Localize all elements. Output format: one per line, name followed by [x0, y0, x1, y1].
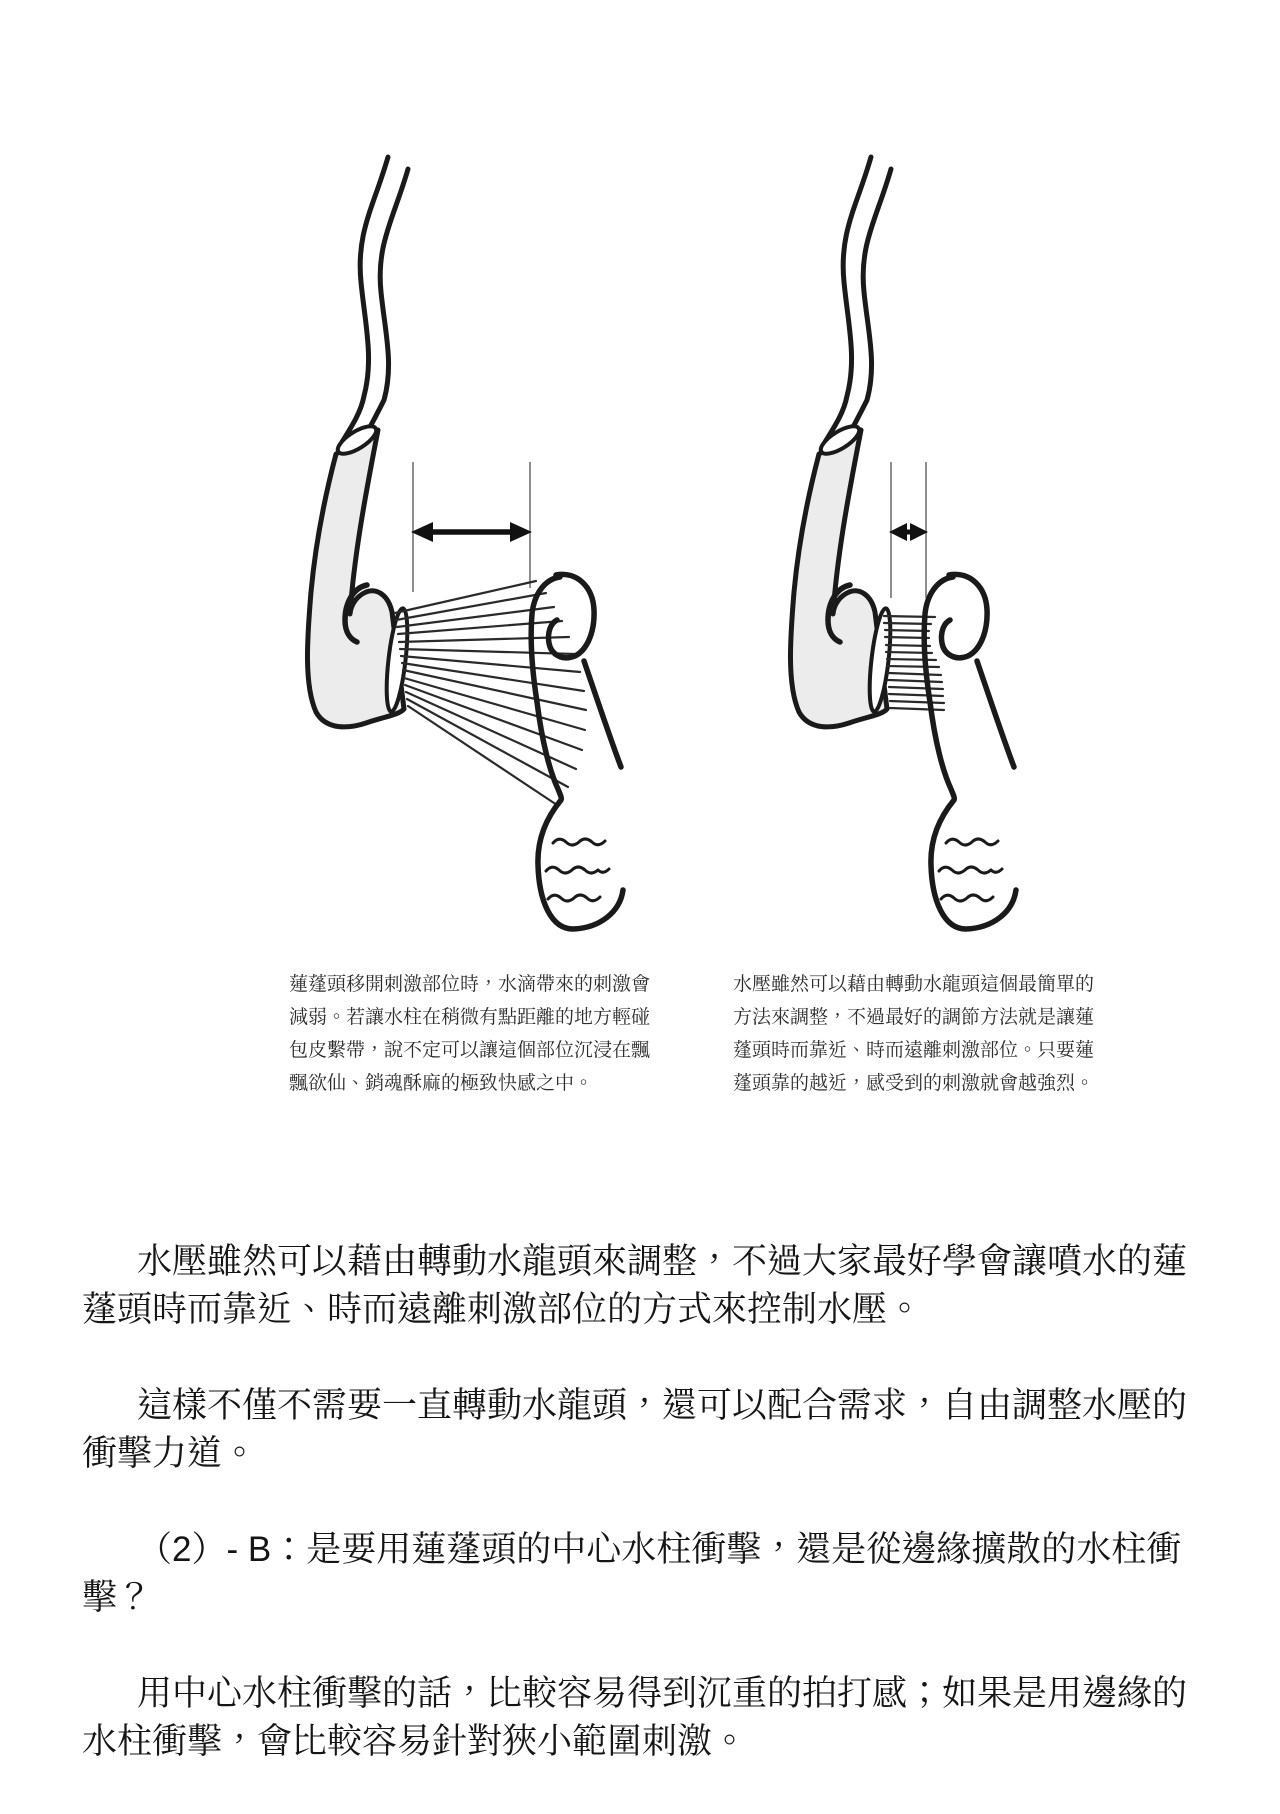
distance-measure-narrow: [889, 462, 928, 598]
shower-hose: [342, 157, 408, 442]
body-outline: [924, 574, 1016, 929]
showerhead-near-illustration: [700, 120, 1060, 940]
water-spray-fan: [395, 581, 586, 805]
arrow-right-head: [510, 522, 532, 542]
showerhead-far-illustration: [280, 120, 640, 940]
figure-showerhead-far: [280, 120, 640, 940]
water-spray-short: [884, 616, 944, 710]
scrotum-waves: [939, 839, 1002, 901]
glans-outline: [548, 574, 594, 657]
shaft-and-scrotum-outline: [924, 577, 1016, 929]
distance-measure-wide: [411, 462, 532, 592]
body-outline: [531, 574, 623, 929]
arrow-left-head: [411, 522, 433, 542]
paragraph-water-pressure: 水壓雖然可以藉由轉動水龍頭來調整，不過大家最好學會讓噴水的蓮蓬頭時而靠近、時而遠離刺激部位的方式來控制水壓。: [82, 1242, 1188, 1329]
paragraph-no-need-turn-faucet: 這樣不僅不需要一直轉動水龍頭，還可以配合需求，自由調整水壓的衝擊力道。: [82, 1386, 1188, 1473]
body-text: [82, 1238, 1200, 1814]
shaft-and-scrotum-outline: [531, 577, 623, 929]
shaft-right-outline: [977, 661, 1014, 767]
shaft-right-outline: [584, 661, 621, 767]
figure-showerhead-near: [700, 120, 1060, 940]
caption-right-figure: 水壓雖然可以藉由轉動水龍頭這個最簡單的方法來調整，不過最好的調節方法就是讓蓮蓬頭時而靠近、時而遠離刺激部位。只要蓮蓬頭靠的越近，感受到的刺激就會越強烈。: [733, 974, 1095, 1094]
shower-hose: [825, 157, 891, 442]
glans-outline: [941, 574, 987, 657]
shower-head: [307, 421, 411, 727]
paragraph-heading-2b: （2）- B：是要用蓮蓬頭的中心水柱衝擊，還是從邊緣擴散的水柱衝擊？: [82, 1530, 1182, 1617]
shower-head-group: [790, 157, 894, 727]
paragraph-center-vs-edge: 用中心水柱衝擊的話，比較容易得到沉重的拍打感；如果是用邊緣的水柱衝擊，會比較容易針對狹小範圍刺激。: [82, 1674, 1188, 1761]
caption-left-figure: 蓮蓬頭移開刺激部位時，水滴帶來的刺激會減弱。若讓水柱在稍微有點距離的地方輕碰包皮繫帶，說不定可以讓這個部位沉浸在飄飄欲仙、銷魂酥麻的極致快感之中。: [289, 974, 651, 1094]
scrotum-waves: [546, 839, 609, 901]
